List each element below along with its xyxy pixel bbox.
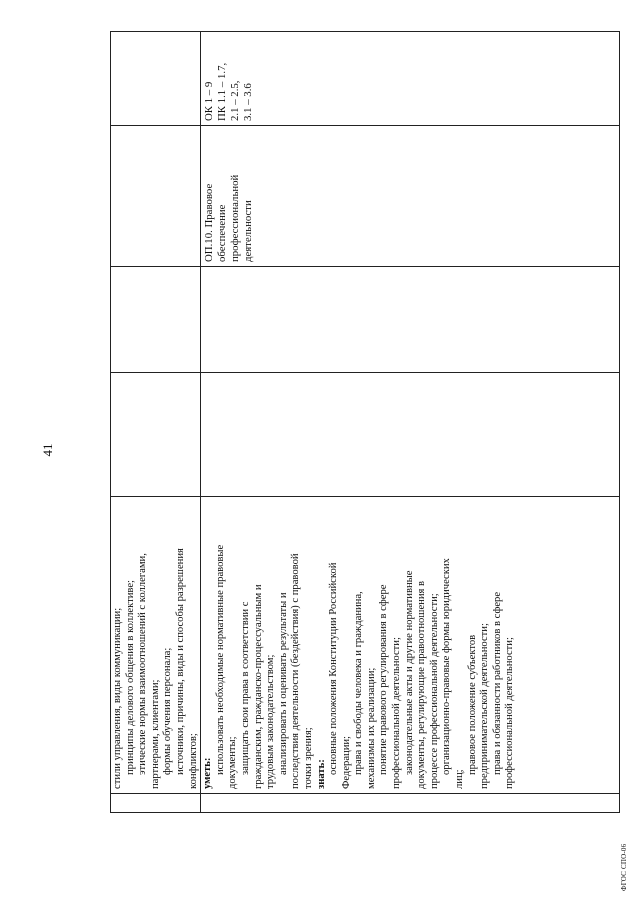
text-line: понятие правового регулирования в сфере: [378, 584, 390, 775]
text-line: процессе профессиональной деятельности;: [428, 593, 440, 789]
text-line: права и свободы человека и гражданина,: [353, 591, 365, 775]
table-row: [111, 32, 201, 813]
competency-line: ПК 1.1 – 1.7,: [216, 62, 229, 121]
competency-cell: [201, 32, 620, 126]
discipline-line: профессиональной: [229, 174, 242, 262]
text-line: конфликтов;: [187, 733, 199, 789]
text-line: основные положения Конституции Российской: [328, 562, 340, 775]
text-line: формы обучения персонала;: [162, 647, 174, 775]
text-line: предпринимательской деятельности;: [479, 623, 491, 789]
text-line: законодательные акты и другие нормативные: [403, 570, 415, 775]
text-line: стили управления, виды коммуникации;: [112, 607, 123, 789]
znat-heading: знать:: [315, 759, 327, 789]
text-line: профессиональной деятельности;: [504, 637, 516, 789]
text-line: профессиональной деятельности;: [391, 637, 403, 789]
text-line: права и обязанности работников в сфере: [491, 591, 503, 775]
competency-line: 2.1 – 2.5,: [229, 80, 242, 121]
discipline-line: обеспечение: [216, 204, 229, 262]
text-line: использовать необходимые нормативные правовые: [214, 544, 226, 775]
skills-knowledge-cell: [201, 497, 620, 794]
text-line: этические нормы взаимоотношений с коллегами,: [137, 553, 149, 775]
text-line: трудовым законодательством;: [265, 654, 277, 789]
text-line: защищать свои права в соответствии с: [239, 601, 251, 775]
index-cell: [201, 794, 620, 813]
discipline-cell: [111, 126, 201, 267]
hours-cell: [111, 267, 201, 373]
text-line: документы, регулирующие правоотношения в: [416, 580, 428, 789]
text-line: источники, причины, виды и способы разрешения: [174, 548, 186, 775]
text-line: механизмы их реализации;: [365, 667, 377, 789]
competency-line: ОК 1 – 9: [203, 81, 216, 121]
text-line: правовое положение субъектов: [466, 634, 478, 775]
hours-cell: [201, 373, 620, 497]
competency-line: 3.1 – 3.6: [242, 83, 255, 121]
knowledge-cell: [111, 497, 201, 794]
text-line: партнерами, клиентами;: [149, 679, 161, 789]
page-number: 41: [40, 443, 55, 457]
footer-label: ФГОС СПО-06: [620, 843, 628, 891]
discipline-line: ОП.10. Правовое: [203, 183, 216, 262]
text-line: организационно-правовые формы юридических: [441, 558, 453, 775]
text-line: анализировать и оценивать результаты и: [277, 592, 289, 775]
text-line: документы;: [227, 736, 239, 789]
competency-table: [110, 31, 620, 813]
table-row: [201, 32, 620, 813]
hours-cell: [111, 373, 201, 497]
discipline-line: деятельности: [242, 200, 255, 262]
text-line: Федерации;: [340, 736, 352, 789]
text-line: последствия деятельности (бездействия) с правовой: [290, 553, 302, 789]
text-line: принципы делового общения в коллективе;: [124, 580, 136, 775]
umet-heading: уметь:: [202, 757, 214, 789]
index-cell: [111, 794, 201, 813]
hours-cell: [201, 267, 620, 373]
text-line: лиц;: [454, 769, 466, 789]
discipline-cell: [201, 126, 620, 267]
text-line: гражданским, гражданско-процессуальным и: [252, 584, 264, 789]
competency-cell: [111, 32, 201, 126]
text-line: точки зрения;: [302, 727, 314, 789]
